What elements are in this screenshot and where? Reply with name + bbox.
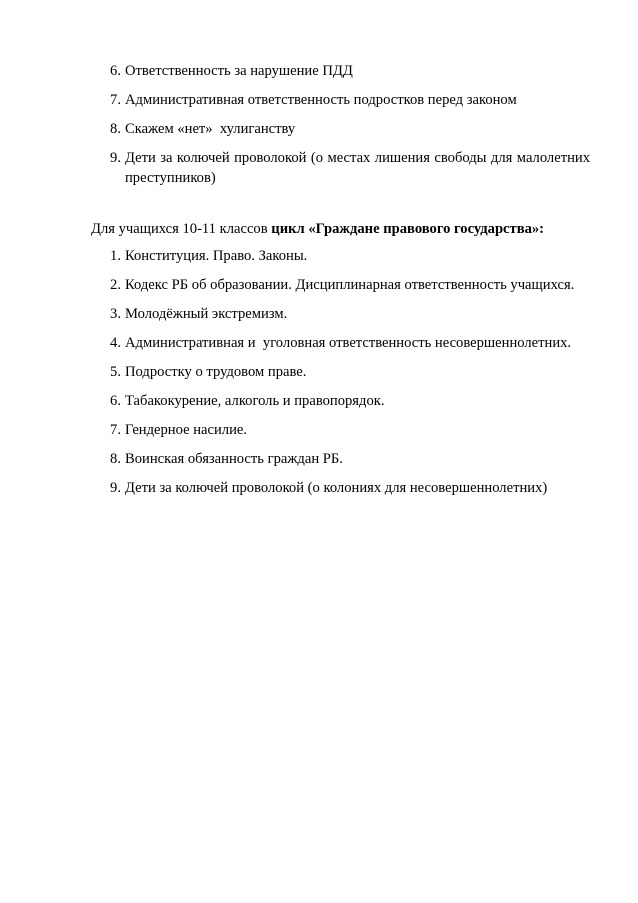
list-item-text: Кодекс РБ об образовании. Дисциплинарная ответственность учащихся. [125, 277, 575, 293]
list-item [93, 148, 590, 188]
list-item-text: Административная и уголовная ответственность несовершеннолетних. [125, 335, 572, 351]
list-item-text: Дети за колючей проволокой (о местах лишения свободы для малолетних преступников) [125, 150, 590, 186]
list-item-text: Дети за колючей проволокой (о колониях для несовершеннолетних) [125, 480, 548, 496]
list-item-text: Табакокурение, алкоголь и правопорядок. [125, 393, 385, 409]
list-item [93, 275, 590, 295]
list-item [93, 119, 590, 139]
list-item-text: Конституция. Право. Законы. [125, 248, 308, 264]
list-item-text: Скажем «нет» хулиганству [125, 121, 296, 137]
list-item-text: Подростку о трудовом праве. [125, 364, 307, 380]
list-item-number: 6. [110, 63, 121, 79]
list-item-text: Молодёжный экстремизм. [125, 306, 288, 322]
list-item-number: 3. [110, 306, 121, 322]
list-item-number: 8. [110, 451, 121, 467]
list-item [93, 420, 590, 440]
intro-plain-text: Для учащихся 10-11 классов [91, 221, 272, 237]
list-item-number: 2. [110, 277, 121, 293]
list-item-text: Ответственность за нарушение ПДД [125, 63, 353, 79]
topic-list-grades-10-11 [93, 246, 590, 507]
list-item [93, 61, 590, 81]
list-item-number: 9. [110, 480, 121, 496]
list-item-number: 9. [110, 150, 121, 166]
list-item-text: Воинская обязанность граждан РБ. [125, 451, 343, 467]
list-item [93, 333, 590, 353]
list-item-text: Гендерное насилие. [125, 422, 248, 438]
list-item [93, 304, 590, 324]
list-item-number: 7. [110, 92, 121, 108]
list-item-text: Административная ответственность подростков перед законом [125, 92, 517, 108]
list-item [93, 391, 590, 411]
topic-list-upper [93, 61, 590, 197]
list-item [93, 478, 590, 498]
list-item [93, 90, 590, 110]
list-item [93, 246, 590, 266]
list-item-number: 4. [110, 335, 121, 351]
list-item-number: 7. [110, 422, 121, 438]
list-item-number: 5. [110, 364, 121, 380]
section-intro [91, 219, 601, 239]
list-item-number: 8. [110, 121, 121, 137]
list-item [93, 362, 590, 382]
list-item [93, 449, 590, 469]
list-item-number: 6. [110, 393, 121, 409]
list-item-number: 1. [110, 248, 121, 264]
intro-cycle-title: цикл «Граждане правового государства»: [271, 221, 545, 237]
